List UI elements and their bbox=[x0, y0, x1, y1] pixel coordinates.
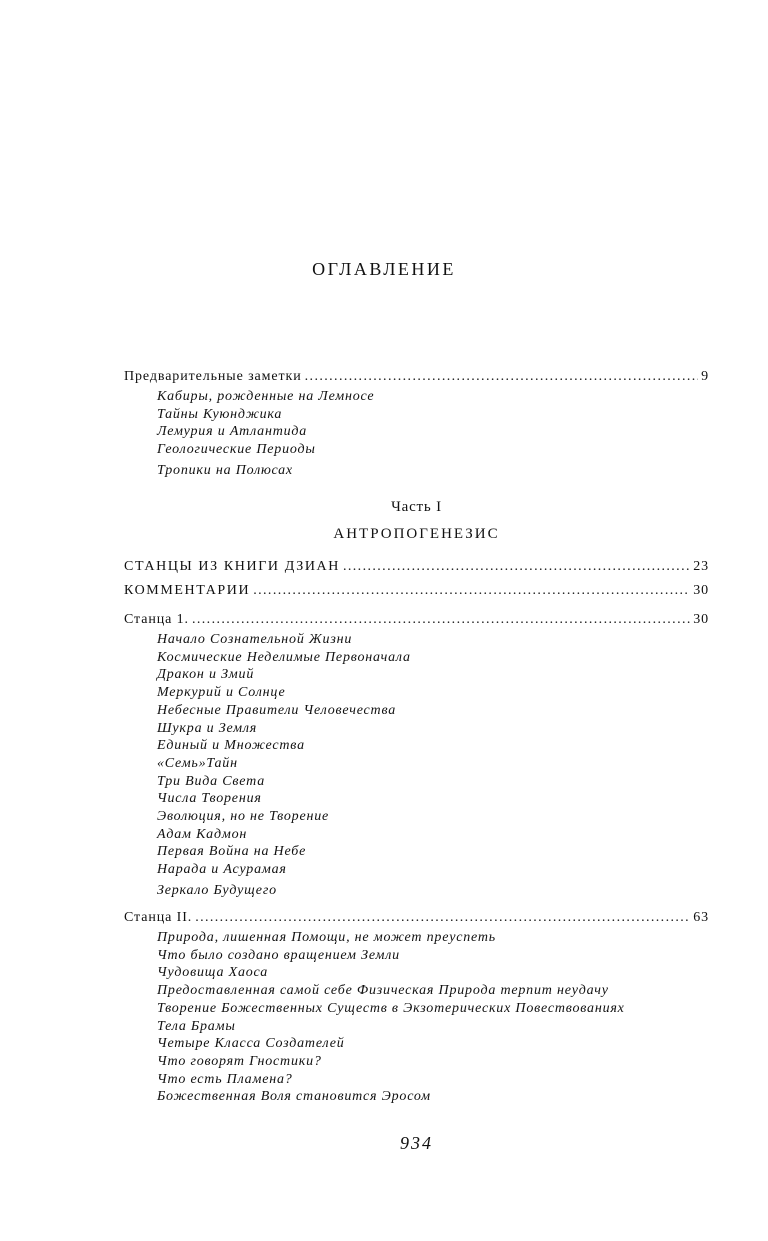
toc-subentry: Нарада и Асурамая bbox=[157, 862, 287, 878]
toc-subentry: Творение Божественных Существ в Экзотерических Повествованиях bbox=[157, 1000, 625, 1016]
toc-entry-page: 30 bbox=[693, 583, 709, 598]
toc-entry-stanzas-dzyan[interactable] bbox=[124, 558, 709, 576]
dot-leader bbox=[192, 611, 690, 629]
toc-entry-label: Станца II. bbox=[124, 910, 193, 925]
toc-subentry: Что говорят Гностики? bbox=[157, 1053, 322, 1069]
toc-subentry: Четыре Класса Создателей bbox=[157, 1036, 345, 1052]
dot-leader bbox=[305, 368, 698, 386]
toc-subentry: Тропики на Полюсах bbox=[157, 462, 293, 478]
toc-entry-label: КОММЕНТАРИИ bbox=[124, 583, 251, 598]
toc-entry-commentary[interactable] bbox=[124, 582, 709, 600]
toc-entry-label: Предварительные заметки bbox=[124, 369, 302, 384]
page-number: 934 bbox=[400, 1133, 433, 1153]
toc-subentry: Небесные Правители Человечества bbox=[157, 702, 397, 718]
toc-entry-stanza-1[interactable] bbox=[124, 611, 709, 629]
toc-subentry: Дракон и Змий bbox=[157, 667, 255, 683]
toc-subentry: Космические Неделимые Первоначала bbox=[157, 649, 411, 665]
toc-subentry: Чудовища Хаоса bbox=[157, 965, 268, 981]
toc-subentry: Божественная Воля становится Эросом bbox=[157, 1089, 431, 1105]
part-label: Часть I bbox=[391, 499, 442, 515]
toc-subentry: Тела Брамы bbox=[157, 1018, 236, 1034]
toc-entry-page: 63 bbox=[693, 910, 709, 925]
toc-subentry: Что есть Пламена? bbox=[157, 1071, 293, 1087]
toc-section-stanza-2 bbox=[124, 909, 709, 1106]
toc-subentry: Меркурий и Солнце bbox=[157, 685, 286, 701]
toc-subentry: «Семь»Тайн bbox=[157, 755, 238, 771]
toc-subentry: Тайны Куюнджика bbox=[157, 406, 283, 422]
toc-entry-preliminary-notes[interactable] bbox=[124, 368, 709, 386]
toc-entry-label: Станца 1. bbox=[124, 612, 189, 627]
toc-entry-page: 30 bbox=[693, 612, 709, 627]
toc-subentries bbox=[157, 929, 709, 1106]
toc-subentry: Геологические Периоды bbox=[157, 442, 316, 458]
toc-subentry: Лемурия и Атлантида bbox=[157, 424, 308, 440]
toc-subentries bbox=[157, 388, 709, 480]
toc-entry-page: 9 bbox=[701, 369, 709, 384]
dot-leader bbox=[253, 582, 690, 600]
toc-entry-stanzas-dzyan-block bbox=[124, 558, 709, 576]
toc-subentry: Зеркало Будущего bbox=[157, 882, 277, 898]
page-title: ОГЛАВЛЕНИЕ bbox=[312, 259, 456, 279]
toc-entry-commentary-block bbox=[124, 582, 709, 600]
toc-subentry: Единый и Множества bbox=[157, 738, 305, 754]
dot-leader bbox=[343, 558, 690, 576]
toc-subentry: Три Вида Света bbox=[157, 773, 265, 789]
part-title: АНТРОПОГЕНЕЗИС bbox=[333, 526, 500, 542]
toc-section-preliminary bbox=[124, 368, 709, 480]
toc-subentry: Кабиры, рожденные на Лемносе bbox=[157, 389, 375, 404]
toc-subentry: Предоставленная самой себе Физическая Природа терпит неудачу bbox=[157, 983, 609, 999]
toc-subentry: Эволюция, но не Творение bbox=[157, 809, 330, 825]
toc-subentry: Природа, лишенная Помощи, не может преуспеть bbox=[157, 930, 496, 945]
toc-subentry: Шукра и Земля bbox=[157, 720, 258, 736]
toc-subentry: Адам Кадмон bbox=[157, 826, 248, 842]
dot-leader bbox=[195, 909, 690, 927]
toc-entry-stanza-2[interactable] bbox=[124, 909, 709, 927]
toc-entry-page: 23 bbox=[693, 559, 709, 574]
toc-subentry: Что было создано вращением Земли bbox=[157, 947, 400, 963]
toc-subentry: Начало Сознательной Жизни bbox=[157, 632, 353, 647]
toc-subentries bbox=[157, 631, 709, 900]
toc-subentry: Первая Война на Небе bbox=[157, 844, 307, 860]
toc-subentry: Числа Творения bbox=[157, 791, 262, 807]
toc-section-stanza-1 bbox=[124, 611, 709, 900]
toc-entry-label: СТАНЦЫ ИЗ КНИГИ ДЗИАН bbox=[124, 559, 340, 574]
